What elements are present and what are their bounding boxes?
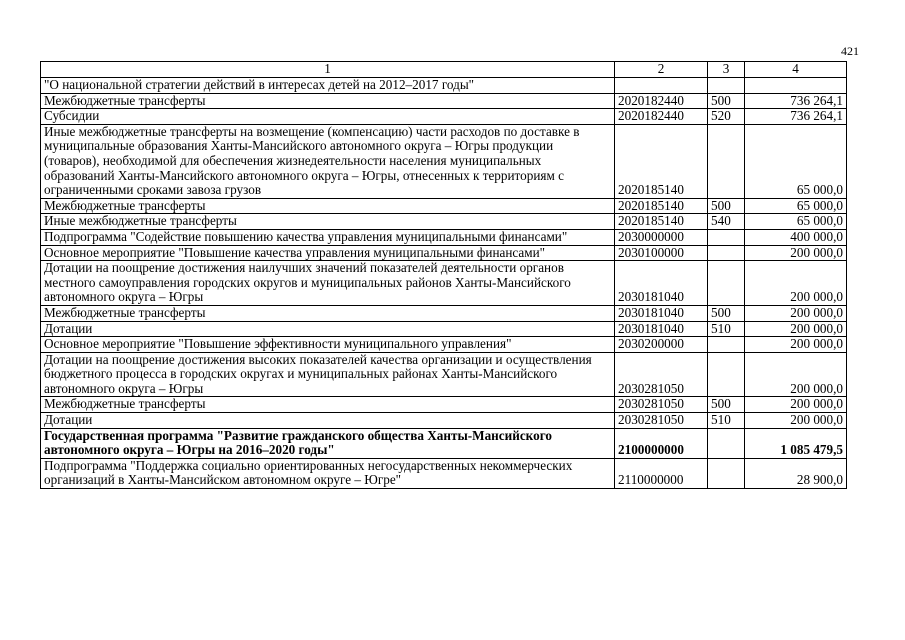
row-type [708,229,745,245]
row-name: Иные межбюджетные трансферты [41,214,615,230]
row-type [708,245,745,261]
row-amount: 200 000,0 [745,413,847,429]
row-name: Иные межбюджетные трансферты на возмещение (компенсацию) части расходов по доставке в муниципальные образования Ханты-Мансийского автономного округа – Югры продукции (товаров), необходимой для обеспечения жизнедеятельности населения муниципальных образований Ханты-Мансийского автономного округа – Югры, отнесенных к территориям с ограниченными сроками завоза грузов [41,124,615,198]
table-row [41,305,847,321]
table-row [41,78,847,94]
row-amount: 200 000,0 [745,321,847,337]
row-code: 2030281050 [615,413,708,429]
table-row [41,124,847,198]
row-name: Дотации [41,321,615,337]
table-row [41,261,847,306]
row-amount: 1 085 479,5 [745,428,847,458]
row-amount: 736 264,1 [745,109,847,125]
row-type: 520 [708,109,745,125]
row-name: Дотации на поощрение достижения наилучших значений показателей деятельности органов местного самоуправления городских округов и муниципальных районов Ханты-Мансийского автономного округа – Югры [41,261,615,306]
row-name: Подпрограмма "Содействие повышению качества управления муниципальными финансами" [41,229,615,245]
table-row [41,413,847,429]
row-amount: 200 000,0 [745,337,847,353]
row-name: "О национальной стратегии действий в интересах детей на 2012–2017 годы" [41,78,615,94]
row-type [708,428,745,458]
row-name: Межбюджетные трансферты [41,198,615,214]
row-type [708,352,745,397]
row-amount: 200 000,0 [745,261,847,306]
header-col-3: 3 [708,62,745,78]
row-name: Основное мероприятие "Повышение эффективности муниципального управления" [41,337,615,353]
row-amount: 65 000,0 [745,198,847,214]
row-code: 2020185140 [615,198,708,214]
row-name: Межбюджетные трансферты [41,397,615,413]
row-name: Межбюджетные трансферты [41,305,615,321]
table-row [41,245,847,261]
row-code: 2110000000 [615,458,708,488]
row-amount: 200 000,0 [745,397,847,413]
row-type [708,337,745,353]
row-code: 2030100000 [615,245,708,261]
table-row [41,337,847,353]
row-name: Основное мероприятие "Повышение качества управления муниципальными финансами" [41,245,615,261]
table-row [41,229,847,245]
row-code: 2020185140 [615,214,708,230]
row-type: 540 [708,214,745,230]
page-number: 421 [841,44,859,58]
row-type [708,124,745,198]
row-code: 2030181040 [615,261,708,306]
table-row [41,397,847,413]
header-col-1: 1 [41,62,615,78]
row-code: 2030281050 [615,352,708,397]
table-row [41,214,847,230]
table-header-row [41,62,847,78]
budget-table [40,61,847,489]
row-code: 2030181040 [615,321,708,337]
row-name: Дотации [41,413,615,429]
row-name: Субсидии [41,109,615,125]
row-code: 2030000000 [615,229,708,245]
row-amount: 200 000,0 [745,245,847,261]
row-amount: 28 900,0 [745,458,847,488]
row-name: Подпрограмма "Поддержка социально ориентированных негосударственных некоммерческих организаций в Ханты-Мансийском автономном округе – Югре" [41,458,615,488]
row-type [708,458,745,488]
row-code: 2030181040 [615,305,708,321]
row-type: 500 [708,93,745,109]
row-type [708,261,745,306]
row-type: 500 [708,305,745,321]
header-col-2: 2 [615,62,708,78]
row-code: 2020185140 [615,124,708,198]
table-body [41,78,847,489]
row-name: Межбюджетные трансферты [41,93,615,109]
row-code: 2020182440 [615,93,708,109]
table-row [41,93,847,109]
table-row [41,198,847,214]
row-code [615,78,708,94]
row-amount: 200 000,0 [745,352,847,397]
row-amount: 65 000,0 [745,124,847,198]
table-row [41,321,847,337]
row-amount: 200 000,0 [745,305,847,321]
row-name: Дотации на поощрение достижения высоких показателей качества организации и осуществления бюджетного процесса в городских округах и муниципальных районах Ханты-Мансийского автономного округа – Югры [41,352,615,397]
row-type: 500 [708,397,745,413]
table-row [41,109,847,125]
row-name: Государственная программа "Развитие гражданского общества Ханты-Мансийского автономного округа – Югры на 2016–2020 годы" [41,428,615,458]
row-type: 510 [708,413,745,429]
row-type: 510 [708,321,745,337]
row-type [708,78,745,94]
row-amount: 65 000,0 [745,214,847,230]
row-amount: 736 264,1 [745,93,847,109]
row-code: 2030281050 [615,397,708,413]
table-row [41,458,847,488]
table-row [41,352,847,397]
row-type: 500 [708,198,745,214]
row-code: 2030200000 [615,337,708,353]
row-code: 2020182440 [615,109,708,125]
header-col-4: 4 [745,62,847,78]
row-code: 2100000000 [615,428,708,458]
row-amount [745,78,847,94]
table-row [41,428,847,458]
row-amount: 400 000,0 [745,229,847,245]
